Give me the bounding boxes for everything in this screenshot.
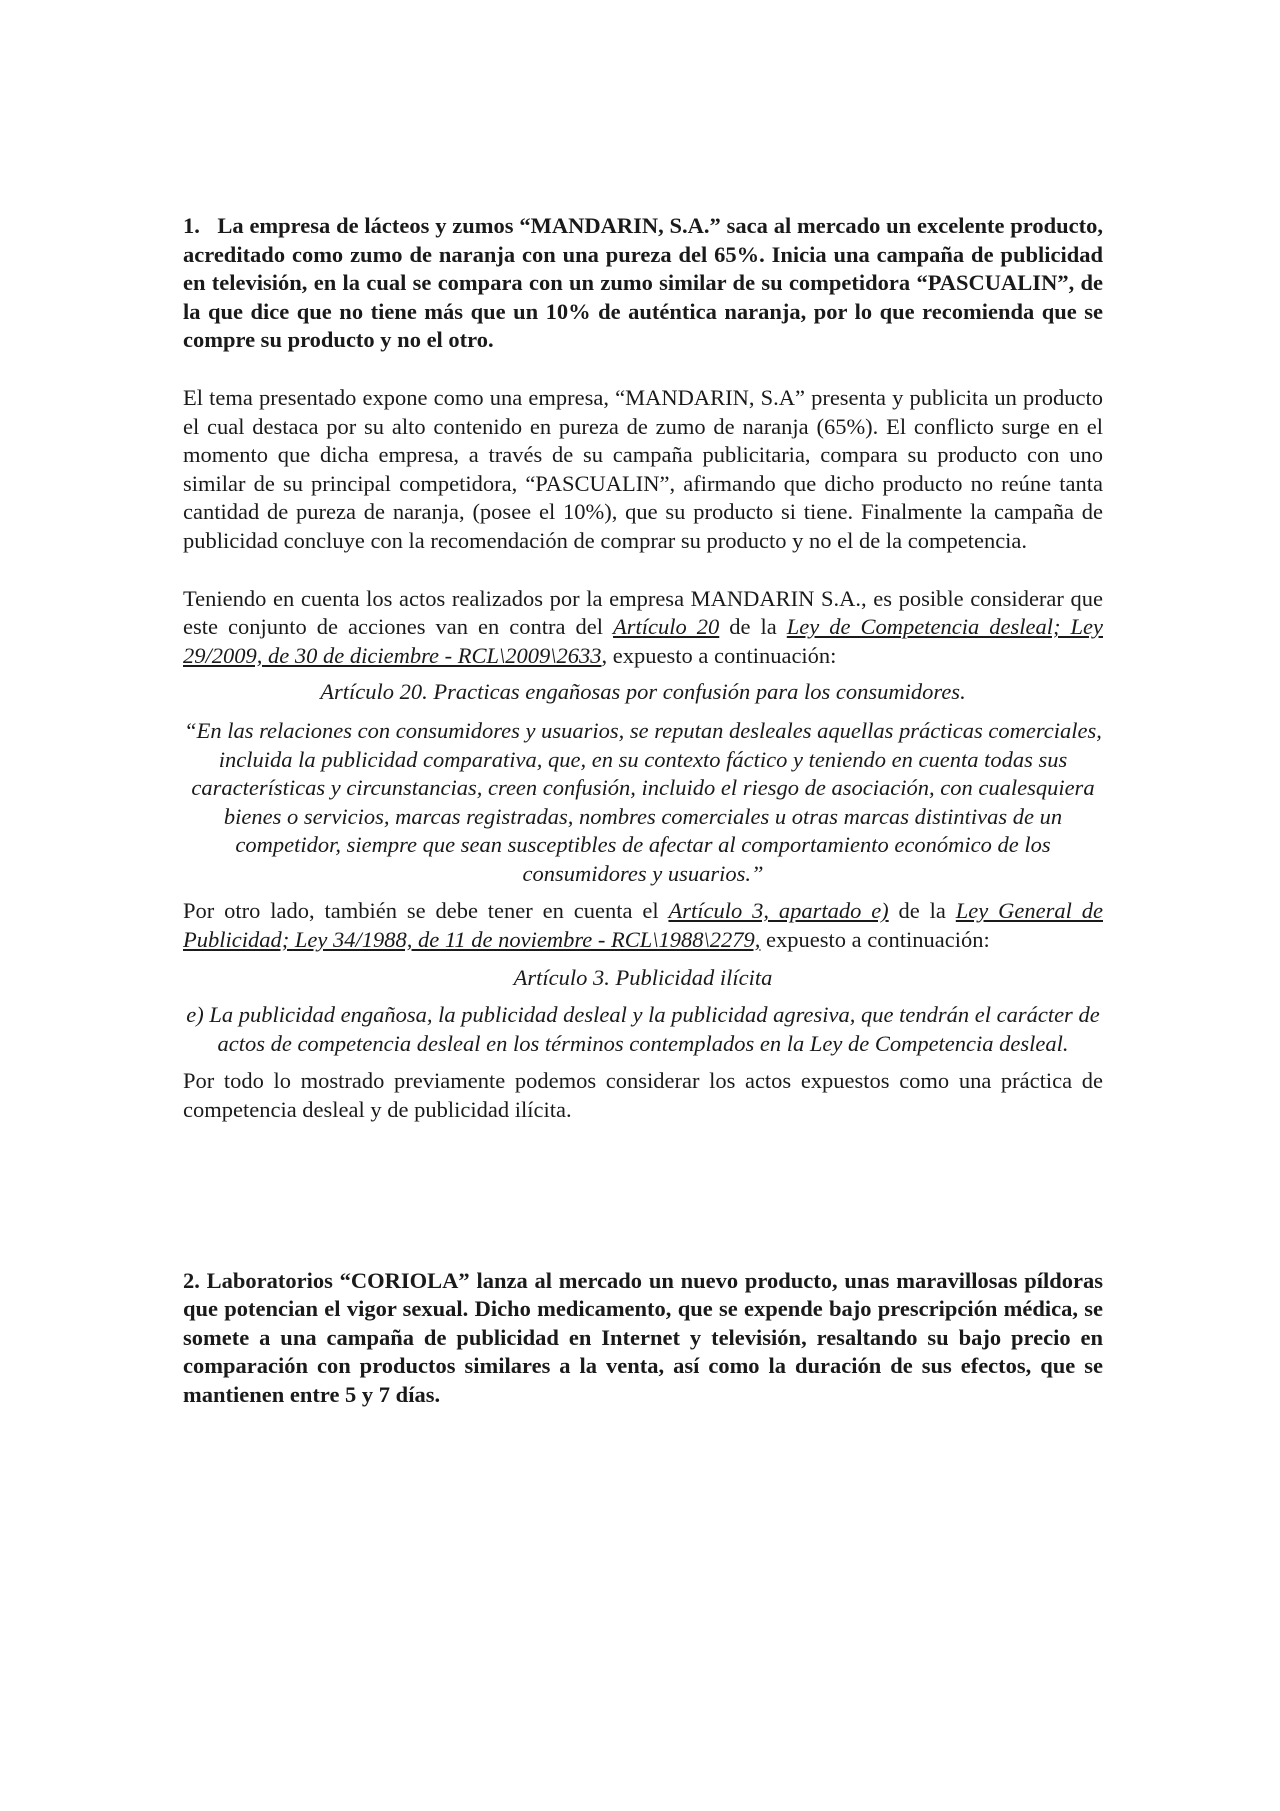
article-20-intro-middle: de la: [719, 614, 787, 640]
article-3-title: Artículo 3. Publicidad ilícita: [513, 964, 773, 990]
document-page: [183, 212, 1103, 1410]
question-2-number: 2.: [183, 1267, 200, 1293]
article-3-intro-middle: de la: [888, 898, 956, 924]
publicidad-law-reference: Ley General de Publicidad; Ley 34/1988, de 11 de noviembre - RCL\1988\2279,: [183, 898, 1103, 953]
article-20-title: Artículo 20. Practicas engañosas por confusión para los consumidores.: [320, 679, 966, 705]
question-2-text: Laboratorios “CORIOLA” lanza al mercado un nuevo producto, unas maravillosas píldoras que potencian el vigor sexual. Dicho medicamento, que se expende bajo prescripción médica, se somete a una campaña de publicidad en Internet y televisión, resaltando su bajo precio en comparación con productos similares a la venta, así como la duración de sus efectos, que se mantienen entre 5 y 7 días.: [183, 1267, 1104, 1407]
competencia-desleal-law-reference: Ley de Competencia desleal; Ley 29/2009, de 30 de diciembre - RCL\2009\2633: [183, 614, 1103, 668]
analysis-paragraph: El tema presentado expone como una empresa, “MANDARIN, S.A” presenta y publicita un producto el cual destaca por su alto contenido en pureza de zumo de naranja (65%). El conflicto surge en el momento que dicha empresa, a través de su campaña publicitaria, compara su producto con uno similar de su principal competidora, “PASCUALIN”, afirmando que dicho producto no reúne tanta cantidad de pureza de naranja, (posee el 10%), que su producto si tiene. Finalmente la campaña de publicidad concluye con la recomendación de comprar su producto y no el de la competencia.: [183, 384, 1103, 553]
article-20-reference: Artículo 20: [612, 614, 720, 640]
article-20-intro-text: Teniendo en cuenta los actos realizados por la empresa MANDARIN S.A., es posible considerar que este conjunto de acciones van en contra del: [183, 585, 1103, 640]
question-1: [183, 212, 1103, 355]
article-3-intro-end: expuesto a continuación:: [760, 927, 990, 953]
question-2: [183, 1267, 1103, 1410]
article-3-intro-paragraph: [183, 897, 1103, 954]
article-20-quote: “En las relaciones con consumidores y usuarios, se reputan desleales aquellas prácticas comerciales, incluida la publicidad comparativa, que, en su contexto fáctico y teniendo en cuenta todas sus características y circunstancias, creen confusión, incluido el riesgo de asociación, con cualesquiera bienes o servicios, marcas registradas, nombres comerciales u otras marcas distintivas de un competidor, siempre que sean susceptibles de afectar al comportamiento económico de los consumidores y usuarios.”: [184, 717, 1102, 886]
article-3-reference: Artículo 3, apartado e): [668, 898, 889, 924]
article-3-quote: e) La publicidad engañosa, la publicidad desleal y la publicidad agresiva, que tendrán el carácter de actos de competencia desleal en los términos contemplados en la Ley de Competencia desleal.: [186, 1002, 1100, 1056]
conclusion-paragraph: Por todo lo mostrado previamente podemos considerar los actos expuestos como una práctica de competencia desleal y de publicidad ilícita.: [183, 1068, 1103, 1123]
question-1-text: La empresa de lácteos y zumos “MANDARIN, S.A.” saca al mercado un excelente producto, acreditado como zumo de naranja con una pureza del 65%. Inicia una campaña de publicidad en televisión, en la cual se compara con un zumo similar de su competidora “PASCUALIN”, de la que dice que no tiene más que un 10% de auténtica naranja, por lo que recomienda que se compre su producto y no el otro.: [183, 213, 1103, 353]
article-20-intro-paragraph: [183, 585, 1103, 671]
article-20-intro-end: , expuesto a continuación:: [601, 642, 837, 668]
article-3-intro-text: Por otro lado, también se debe tener en cuenta el: [183, 898, 669, 924]
question-1-number: 1.: [183, 213, 200, 238]
